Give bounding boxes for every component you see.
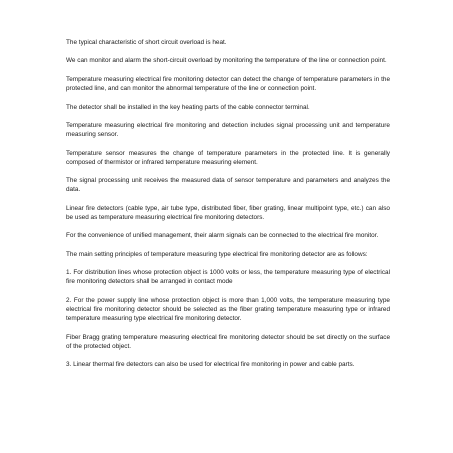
paragraph-10: The main setting principles of temperature measuring type electrical fire monitoring detector are as follows: [66, 250, 368, 258]
paragraph-3: Temperature measuring electrical fire monitoring detector can detect the change of temperature parameters in the protected line, and can monitor the abnormal temperature of the line or connection point. [66, 75, 390, 93]
paragraph-1: The typical characteristic of short circuit overload is heat. [66, 39, 227, 46]
document-page [66, 38, 390, 379]
paragraph-14: 3. Linear thermal fire detectors can also be used for electrical fire monitoring in power and cable parts. [66, 361, 355, 369]
paragraph-6: Temperature sensor measures the change of temperature parameters in the protected line. It is generally composed of thermistor or infrared temperature measuring element. [66, 149, 390, 166]
paragraph-8: Linear fire detectors (cable type, air tube type, distributed fiber, fiber grating, linear multipoint type, etc.) can also be used as temperature measuring electrical fire monitoring detectors. [66, 204, 390, 221]
paragraph-9: For the convenience of unified management, their alarm signals can be connected to the electrical fire monitor. [66, 232, 379, 240]
paragraph-5: Temperature measuring electrical fire monitoring and detection includes signal processing unit and temperature measuring sensor. [66, 122, 390, 139]
paragraph-2: We can monitor and alarm the short-circuit overload by monitoring the temperature of the line or connection point. [66, 57, 387, 65]
paragraph-13: Fiber Bragg grating temperature measuring electrical fire monitoring detector should be set directly on the surface of the protected object. [66, 333, 390, 350]
paragraph-11: 1. For distribution lines whose protection object is 1000 volts or less, the temperature measuring type of electrical fire monitoring detectors shall be arranged in contact mode [66, 269, 390, 286]
paragraph-7: The signal processing unit receives the measured data of sensor temperature and parameters and analyzes the data. [66, 177, 390, 194]
paragraph-12: 2. For the power supply line whose protection object is more than 1,000 volts, the temperature measuring type electrical fire monitoring detector should be selected as the fiber grating temperature measuring type or infrared temperature measuring type electrical fire monitoring detector. [66, 296, 390, 323]
paragraph-4: The detector shall be installed in the key heating parts of the cable connector terminal. [66, 103, 310, 111]
